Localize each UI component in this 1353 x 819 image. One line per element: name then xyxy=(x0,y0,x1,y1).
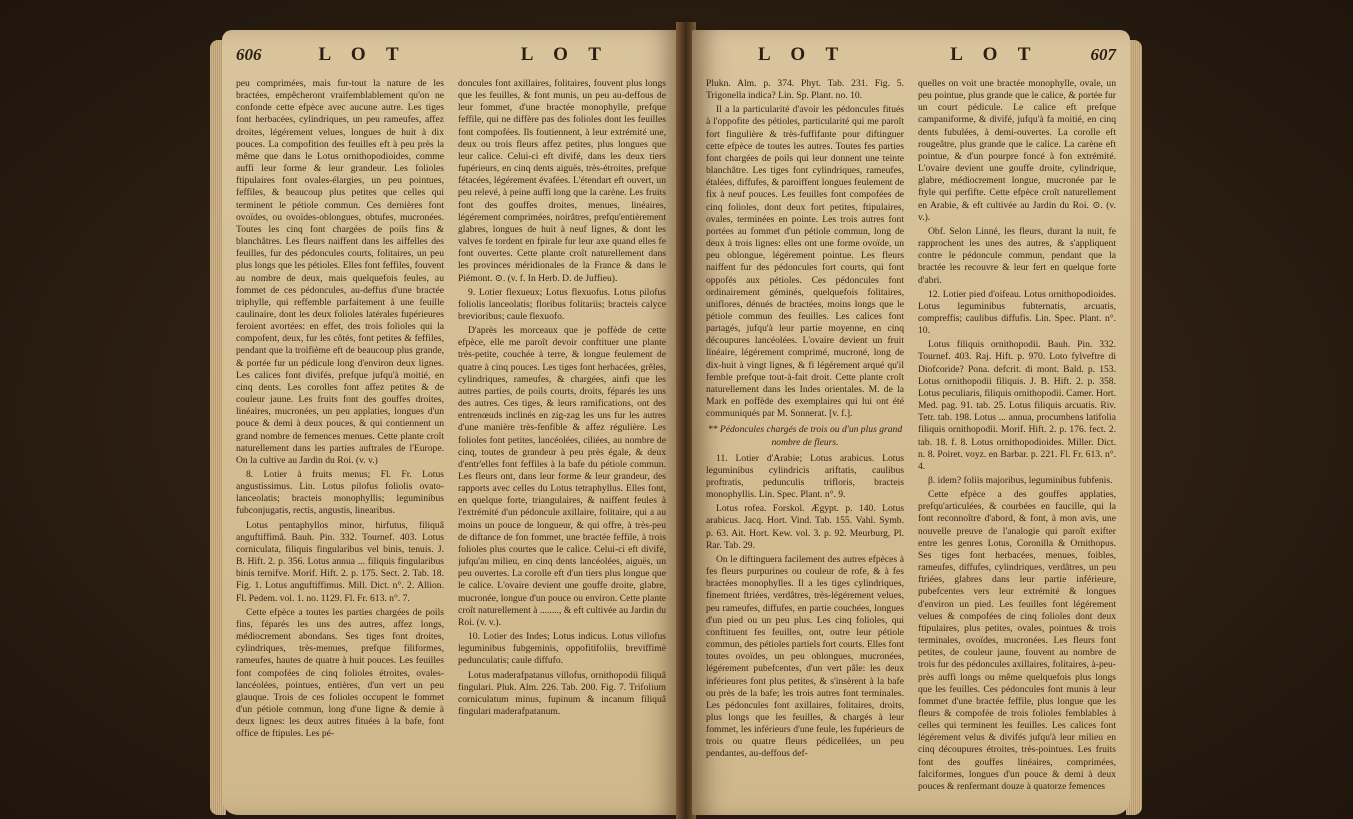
left-column-2 xyxy=(458,78,666,805)
paragraph: Cette efpèce a toutes les parties chargées de poils fins, féparés les uns des autres, affez longs, médiocrement abondans. Ses tiges font droites, cylindriques, très-menues, prefque filiformes, rameufes, hautes de quatre à huit pouces. Les feuilles font compofées de cinq folioles étroites, ovales-lancéolées, pointues, entières, d'un vert un peu glauque. Trois de ces folioles occupent le fommet d'un pétiole commun, long d'une ligne & demie à deux lignes: les deux autres fituées à la bafe, font office de ftipules. Les pé- xyxy=(236,606,444,740)
paragraph: Lotus rofea. Forskol. Ægypt. p. 140. Lotus arabicus. Jacq. Hort. Vind. Tab. 155. Vahl. Symb. p. 63. Ait. Hort. Kew. vol. 3. p. 92. Meurburg, Pl. Rar. Tab. 29. xyxy=(706,503,904,551)
paragraph: Lotus maderafpatanus villofus, ornithopodii filiquâ fingulari. Pluk. Alm. 226. Tab. 200. Fig. 7. Trifolium corniculatum minus, fupinum & incanum filiquâ fingulari maderafpatanum. xyxy=(458,669,666,717)
paragraph: doncules font axillaires, folitaires, fouvent plus longs que les feuilles, & font munis, un peu au-deffous de leur fommet, d'une bractée monophylle, prefque feffile, qui ne diffère pas des folioles dont les feuilles font compofées. Ils foutiennent, à leur extrémité une, deux ou trois fleurs affez petites, plus longues que leur calice. Celui-ci eft divifé, dans les deux tiers fupérieurs, en cinq dents aiguës, très-étroites, prefque fétacées, légérement évafées. L'étendart eft ouvert, un peu relevé, à peine auffi long que la carène. Les fruits font des gouffes droites, menues, linéaires, légérement comprimées, noirâtres, prefqu'entièrement glabres, longues de huit à neuf lignes, & dont les valves fe tordent en fpirale fur leur axe quand elles fe font ouvertes. Cette plante croît naturellement dans les provinces méridionales de la France & dans le Piémont. ⊙. (v. f. In Herb. D. de Juffieu). xyxy=(458,78,666,284)
paragraph: Lotus filiquis ornithopodii. Bauh. Pin. 332. Tournef. 403. Raj. Hift. p. 970. Loto fylveftre di Diofcoride? Pona. defcrit. di mont. Bald. p. 153. Lotus ornithopodii filiquis. J. B. Hift. 2. p. 358. Lotus peculiaris, filiquis ornithopodii. Camer. Hort. Med. pag. 91. tab. 25. Lotus filiquis arcuatis. Riv. Tetr. tab. 198. Lotus ... annua, procumbens latifolia filiquis ornithopodii. Morif. Hift. 2. p. 176. fect. 2. tab. 18. f. 8. Lotus ornithopodioides. Miller. Dict. n. 8. Poiret. voyz. en Barbar. p. 221. Fl. Fr. 613. n°. 4. xyxy=(918,339,1116,472)
right-column-2 xyxy=(918,78,1116,805)
paragraph: Obf. Selon Linné, les fleurs, durant la nuit, fe rapprochent les unes des autres, & s'appliquent contre le pédoncule commun, pendant que la bractée les recouvre & leur fert en quelque forte d'abri. xyxy=(918,225,1116,286)
left-column-1 xyxy=(236,78,444,805)
right-page-number: 607 xyxy=(1090,45,1116,64)
paragraph: Plukn. Alm. p. 374. Phyt. Tab. 231. Fig. 5. Trigonella indica? Lin. Sp. Plant. no. 10. xyxy=(706,78,904,102)
paragraph: 9. Lotier flexueux; Lotus flexuofus. Lotus pilofus foliolis lanceolatis; floribus folitariis; bracteis calyce brevioribus; caule flexuofo. xyxy=(458,286,666,322)
paragraph: β. idem? foliis majoribus, leguminibus fubfenis. xyxy=(928,475,1113,486)
left-head-col1: L O T xyxy=(318,44,407,65)
paragraph: 12. Lotier pied d'oifeau. Lotus ornithopodioides. Lotus leguminibus fubternatis, arcuatis, compreffis; caulibus diffufis. Lin. Spec. Plant. n°. 10. xyxy=(918,288,1116,337)
left-columns xyxy=(236,78,666,805)
paragraph: On le diftinguera facilement des autres efpèces à fes fleurs purpurines ou couleur de rofe, & à fes bractées monophylles. Il a les tiges cylindriques, finement ftriées, verdâtres, très-légérement velues, peu rameufes, diffufes, en partie couchées, longues d'un pied ou un peu plus. Les cinq folioles, qui conftituent fes feuilles, ont, outre leur pétiole commun, des pétioles partiels fort courts. Elles font toutes ovoïdes, un peu oblongues, mucronées, légérement pubefcentes, d'un vert pâle: les deux inférieures font plus petites, & s'insèrent à la bafe ou près de la bafe; les trois autres font terminales. Les pédoncules font axillaires, folitaires, droits, plus longs que les feuilles, & chargés à leur fommet, les inférieurs d'une feule, les fupérieurs de trois ou quatre fleurs pédicellées, un peu pendantes, au-deffous def- xyxy=(706,553,904,760)
paragraph: Cette efpèce a des gouffes applaties, prefqu'articulées, & courbées en faucille, qui la font reconnoître d'abord, & font, à mon avis, une nouvelle preuve de l'analogie qui paroît exifter entre les genres Lotus, Coronilla & Ornithopus. Ses tiges font herbacées, menues, foibles, rameufes, diffufes, cylindriques, verdâtres, un peu ftriées, glabres dans leur partie inférieure, pubefcentes vers leur extrémité & longues d'environ un pied. Les feuilles font légérement velues & compofées de cinq folioles dont deux ftipulaires, plus petites, ovales, pointues & trois terminales, ovoïdes, mucronées. Les fleurs font petites, de couleur jaune, fouvent au nombre de trois fur des pédoncules axillaires, folitaires, à-peu-près auffi longs ou même quelquefois plus longs que les feuilles. Ces pédoncules font munis à leur fommet d'une bractée feffile, plus longue que les fleurs & compofée de trois folioles femblables à celles qui terminent les feuilles. Les calices font légérement velus & divifés jufqu'à leur milieu en cinq découpures étroites, très-pointues. Les fruits font des gouffes linéaires, comprimées, falciformes, longues d'un pouce & demi à deux pouces & renfermant douze à quatorze femences xyxy=(918,489,1116,792)
paragraph: D'après les morceaux que je poffède de cette efpèce, elle me paroît devoir conftituer une plante très-petite, couchée à terre, & longue feulement de quatre à cinq pouces. Les tiges font herbacées, grêles, cylindriques, rameufes, & chargées, ainfi que les autres parties, de poils courts, droits, féparés les uns des autres. Ces tiges, & leurs ramifications, ont des entrenœuds inclinés en zig-zag les uns fur les autres d'une manière très-fenfible & affez régulière. Les folioles font petites, lancéolées, ciliées, au nombre de cinq, toutes de grandeur à peu près égale, & deux d'entr'elles font feffiles à la bafe du pétiole commun. Les fleurs ont, dans leur forme & leur grandeur, des rapports avec celles du Lotus tetraphyllus. Elles font, en quelque forte, triangulaires, & naiffent feules à l'extrémité d'un pédoncule axillaire, folitaire, qui a au moins un pouce de longueur, & qui offre, à très-peu de diftance de fon fommet, une bractée feffile, à trois folioles plus courtes que le calice. Celui-ci eft divifé, jufqu'au milieu, en cinq dents lancéolées, aiguës, un peu ouvertes. La corolle eft d'un tiers plus longue que le calice. L'ovaire devient une gouffe droite, glabre, mucronée, longue d'un pouce ou environ. Cette plante croît naturellement à ........, & eft cultivée au Jardin du Roi. (v. v.). xyxy=(458,325,666,628)
paragraph: 10. Lotier des Indes; Lotus indicus. Lotus villofus leguminibus fubgeminis, oppofitifoliis, breviffimè pedunculatis; caule diffufo. xyxy=(458,631,666,667)
paragraph: 11. Lotier d'Arabie; Lotus arabicus. Lotus leguminibus cylindricis ariftatis, caulibus proftratis, pedunculis trifloris, bracteis monophyllis. Lin. Spec. Plant. n°. 9. xyxy=(706,452,904,501)
left-running-header xyxy=(236,44,666,68)
paragraph: peu comprimées, mais fur-tout la nature de les bractées, empêcheront vraifemblablement qu'on ne confonde cette efpèce avec aucune autre. Les tiges font herbacées, cylindriques, un peu rameufes, affez droites, légérement velues, longues de huit à dix pouces. La compofition des feuilles eft à peu près la même que dans le Lotus ornithopodioides, comme auffi leur forme & leur grandeur. Les folioles ftipulaires font ovales-élargies, un peu pointues, feffiles, & beaucoup plus petites que celles qui terminent le pétiole commun. Ces dernières font ovoïdes, ou ovoïdes-oblongues, obtufes, mucronées. Toutes les cinq font chargées de poils fins & blanchâtres. Les fleurs naiffent dans les aiffelles des feuilles, fur des pédoncules courts, folitaires, un peu plus longs que les pétioles. Elles font feffiles, fouvent au nombre de deux, mais quelquefois feules, au fommet de ces pédoncules, au-deffus d'une bractée triphylle, qui reffemble parfaitement à une feuille caulinaire, dont les deux folioles latérales fupérieures feroient avortées: en effet, des trois folioles qui la compofent, deux, fur les côtés, font petites & feffiles, pendant que la troifième eft de beaucoup plus grande, & portée fur un pédicule long d'environ deux lignes. Les calices font divifés, prefque jufqu'à moitié, en cinq dents. Les corolles font affez petites & de couleur jaune. Les fruits font des gouffes droites, linéaires, mucronées, un peu applaties, longues d'un pouce & demi à deux pouces, & qui contiennent un grand nombre de femences menues. Cette plante croît naturellement dans les parties auftrales de l'Europe. On la cultive au Jardin du Roi. (v. v.) xyxy=(236,78,444,466)
right-running-header xyxy=(706,44,1116,68)
section-subheading: ** Pédoncules chargés de trois ou d'un plus grand nombre de fleurs. xyxy=(707,424,903,448)
left-page xyxy=(222,30,680,815)
right-head-col1: L O T xyxy=(758,44,847,65)
paragraph: quelles on voit une bractée monophylle, ovale, un peu pointue, plus grande que le calice, & portée fur un court pédicule. Le calice eft prefque campaniforme, & divifé, jufqu'à fa moitié, en cinq dents fubulées, à demi-ouvertes. La corolle eft rougeâtre, plus grande que le calice. La carène eft pointue, & d'un pourpre foncé à fon extrémité. L'ovaire devient une gouffe droite, cylindrique, glabre, médiocrement longue, mucronée par le ftyle qui perfifte. Cette efpèce croît naturellement en Arabie, & eft cultivée au Jardin du Roi. ⊙. (v. v.). xyxy=(918,78,1116,223)
right-columns xyxy=(706,78,1116,805)
left-page-number: 606 xyxy=(236,45,262,64)
paragraph: Lotus pentaphyllos minor, hirfutus, filiquâ anguftiffimâ. Bauh. Pin. 332. Tournef. 403. Lotus corniculata, filiquis fingularibus vel binis, tenuis. J. B. Hift. 2. p. 356. Lotus annua ... filiquis fingularibus binis ternifve. Morif. Hift. 2. p. 175. Sect. 2. Tab. 18. Fig. 1. Lotus anguftiffimus. Mill. Dict. n°. 2. Allion. Fl. Pedem. vol. 1. no. 1129. Fl. Fr. 613. n°. 7. xyxy=(236,519,444,604)
right-head-col2: L O T xyxy=(950,44,1039,65)
left-head-col2: L O T xyxy=(520,44,609,65)
paragraph: Il a la particularité d'avoir les pédoncules fitués à l'oppofite des pétioles, particularité qui me paroît fort fingulière & très-fuffifante pour diftinguer cette efpèce de toutes les autres. Toutes fes parties font chargées de poils qui leur donnent une teinte blanchâtre. Les tiges font cylindriques, rameufes, étalées, diffufes, & paroiffent longues feulement de fix à neuf pouces. Les feuilles font compofées de cinq folioles, dont deux fort petites, ftipulaires, ovales, terminées en pointe. Les trois autres font portées au fommet d'un pétiole commun, long de deux à trois lignes: elles ont une forme ovoïde, un peu oblongue, légérement pointue. Les fleurs naiffent fur des pédoncules fort courts, qui font oppofés aux pétioles. Ces pédoncules font ordinairement géminés, quelquefois folitaires, uniflores, dénués de bractées, moins longs que le pétiole commun des feuilles. Les calices font partagés, jufqu'à leur partie moyenne, en cinq découpures lancéolées. L'ovaire devient un fruit linéaire, légérement comprimé, mucroné, long de dix-huit à vingt lignes, & fi légérement arqué qu'il femble prefque tout-à-fait droit. Cette plante croît naturellement dans les Indes orientales. M. de la Mark en poffède des exemplaires qui lui ont été communiqués par M. Sonnerat. [v. f.]. xyxy=(706,104,904,420)
right-column-1 xyxy=(706,78,904,805)
paragraph: 8. Lotier à fruits menus; Fl. Fr. Lotus angustissimus. Lin. Lotus pilofus foliolis ovato-lanceolatis; bracteis monophyllis; leguminibus fubconjugatis, rectis, angustis, linearibus. xyxy=(236,469,444,517)
right-page xyxy=(692,30,1130,815)
